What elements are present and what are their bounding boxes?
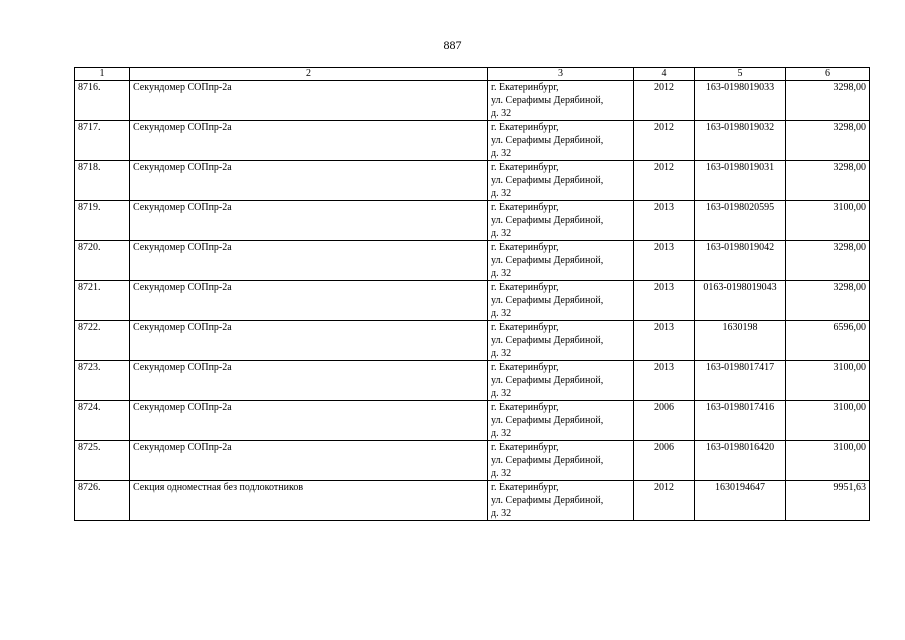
item-year: 2012 <box>634 481 695 521</box>
address-line: д. 32 <box>491 268 512 279</box>
address-line: г. Екатеринбург, <box>491 162 559 173</box>
item-name: Секундомер СОПпр-2а <box>130 241 488 281</box>
table-row <box>75 321 870 361</box>
item-cost: 3298,00 <box>786 281 870 321</box>
table-row <box>75 241 870 281</box>
inventory-number: 163-0198016420 <box>695 441 786 481</box>
item-name: Секция одноместная без подлокотников <box>130 481 488 521</box>
item-address <box>488 401 634 441</box>
item-year: 2013 <box>634 281 695 321</box>
row-number: 8717. <box>75 121 130 161</box>
row-number: 8718. <box>75 161 130 201</box>
item-year: 2012 <box>634 161 695 201</box>
row-number: 8725. <box>75 441 130 481</box>
item-cost: 9951,63 <box>786 481 870 521</box>
row-number: 8726. <box>75 481 130 521</box>
inventory-number: 163-0198017416 <box>695 401 786 441</box>
header-cell-col2: 2 <box>130 68 488 81</box>
item-address <box>488 81 634 121</box>
item-name: Секундомер СОПпр-2а <box>130 281 488 321</box>
address-line: ул. Серафимы Дерябиной, <box>491 335 604 346</box>
table-row <box>75 161 870 201</box>
inventory-number: 1630198 <box>695 321 786 361</box>
item-cost: 3298,00 <box>786 161 870 201</box>
item-name: Секундомер СОПпр-2а <box>130 121 488 161</box>
header-cell-col3: 3 <box>488 68 634 81</box>
address-line: ул. Серафимы Дерябиной, <box>491 95 604 106</box>
table-row <box>75 361 870 401</box>
row-number: 8724. <box>75 401 130 441</box>
item-cost: 3298,00 <box>786 121 870 161</box>
address-line: ул. Серафимы Дерябиной, <box>491 175 604 186</box>
table-row <box>75 81 870 121</box>
address-line: г. Екатеринбург, <box>491 322 559 333</box>
item-address <box>488 441 634 481</box>
table-row <box>75 481 870 521</box>
item-name: Секундомер СОПпр-2а <box>130 401 488 441</box>
item-name: Секундомер СОПпр-2а <box>130 441 488 481</box>
address-line: г. Екатеринбург, <box>491 202 559 213</box>
address-line: д. 32 <box>491 428 512 439</box>
address-line: д. 32 <box>491 348 512 359</box>
row-number: 8722. <box>75 321 130 361</box>
header-cell-col5: 5 <box>695 68 786 81</box>
address-line: ул. Серафимы Дерябиной, <box>491 135 604 146</box>
address-line: д. 32 <box>491 148 512 159</box>
address-line: г. Екатеринбург, <box>491 402 559 413</box>
item-cost: 3298,00 <box>786 241 870 281</box>
item-year: 2012 <box>634 121 695 161</box>
item-cost: 3100,00 <box>786 401 870 441</box>
item-name: Секундомер СОПпр-2а <box>130 201 488 241</box>
table-row <box>75 441 870 481</box>
item-cost: 3100,00 <box>786 361 870 401</box>
inventory-number: 163-0198019031 <box>695 161 786 201</box>
row-number: 8719. <box>75 201 130 241</box>
item-cost: 3100,00 <box>786 441 870 481</box>
item-year: 2013 <box>634 201 695 241</box>
inventory-number: 163-0198019032 <box>695 121 786 161</box>
item-address <box>488 121 634 161</box>
address-line: г. Екатеринбург, <box>491 282 559 293</box>
address-line: г. Екатеринбург, <box>491 82 559 93</box>
row-number: 8723. <box>75 361 130 401</box>
row-number: 8716. <box>75 81 130 121</box>
address-line: д. 32 <box>491 388 512 399</box>
item-address <box>488 361 634 401</box>
inventory-number: 163-0198019042 <box>695 241 786 281</box>
item-name: Секундомер СОПпр-2а <box>130 321 488 361</box>
inventory-number: 163-0198019033 <box>695 81 786 121</box>
item-cost: 3298,00 <box>786 81 870 121</box>
item-name: Секундомер СОПпр-2а <box>130 361 488 401</box>
address-line: г. Екатеринбург, <box>491 122 559 133</box>
address-line: д. 32 <box>491 308 512 319</box>
item-year: 2013 <box>634 321 695 361</box>
table-row <box>75 201 870 241</box>
header-cell-col6: 6 <box>786 68 870 81</box>
table-row <box>75 281 870 321</box>
item-year: 2013 <box>634 241 695 281</box>
property-table <box>74 67 870 521</box>
inventory-number: 163-0198017417 <box>695 361 786 401</box>
item-name: Секундомер СОПпр-2а <box>130 81 488 121</box>
header-row <box>75 68 870 81</box>
address-line: г. Екатеринбург, <box>491 482 559 493</box>
page-number: 887 <box>443 38 462 52</box>
inventory-number: 163-0198020595 <box>695 201 786 241</box>
inventory-number: 0163-0198019043 <box>695 281 786 321</box>
item-address <box>488 281 634 321</box>
item-year: 2006 <box>634 401 695 441</box>
item-year: 2013 <box>634 361 695 401</box>
table-body <box>75 81 870 521</box>
row-number: 8721. <box>75 281 130 321</box>
address-line: ул. Серафимы Дерябиной, <box>491 255 604 266</box>
item-name: Секундомер СОПпр-2а <box>130 161 488 201</box>
item-year: 2006 <box>634 441 695 481</box>
item-address <box>488 241 634 281</box>
item-address <box>488 161 634 201</box>
item-year: 2012 <box>634 81 695 121</box>
item-address <box>488 321 634 361</box>
header-cell-col1: 1 <box>75 68 130 81</box>
address-line: ул. Серафимы Дерябиной, <box>491 215 604 226</box>
item-address <box>488 481 634 521</box>
address-line: д. 32 <box>491 508 512 519</box>
row-number: 8720. <box>75 241 130 281</box>
address-line: г. Екатеринбург, <box>491 242 559 253</box>
table-row <box>75 121 870 161</box>
address-line: ул. Серафимы Дерябиной, <box>491 375 604 386</box>
address-line: ул. Серафимы Дерябиной, <box>491 415 604 426</box>
table-row <box>75 401 870 441</box>
address-line: д. 32 <box>491 108 512 119</box>
item-cost: 3100,00 <box>786 201 870 241</box>
address-line: г. Екатеринбург, <box>491 362 559 373</box>
header-cell-col4: 4 <box>634 68 695 81</box>
address-line: д. 32 <box>491 228 512 239</box>
address-line: ул. Серафимы Дерябиной, <box>491 455 604 466</box>
address-line: ул. Серафимы Дерябиной, <box>491 495 604 506</box>
address-line: ул. Серафимы Дерябиной, <box>491 295 604 306</box>
address-line: д. 32 <box>491 468 512 479</box>
item-address <box>488 201 634 241</box>
address-line: д. 32 <box>491 188 512 199</box>
item-cost: 6596,00 <box>786 321 870 361</box>
inventory-number: 1630194647 <box>695 481 786 521</box>
address-line: г. Екатеринбург, <box>491 442 559 453</box>
